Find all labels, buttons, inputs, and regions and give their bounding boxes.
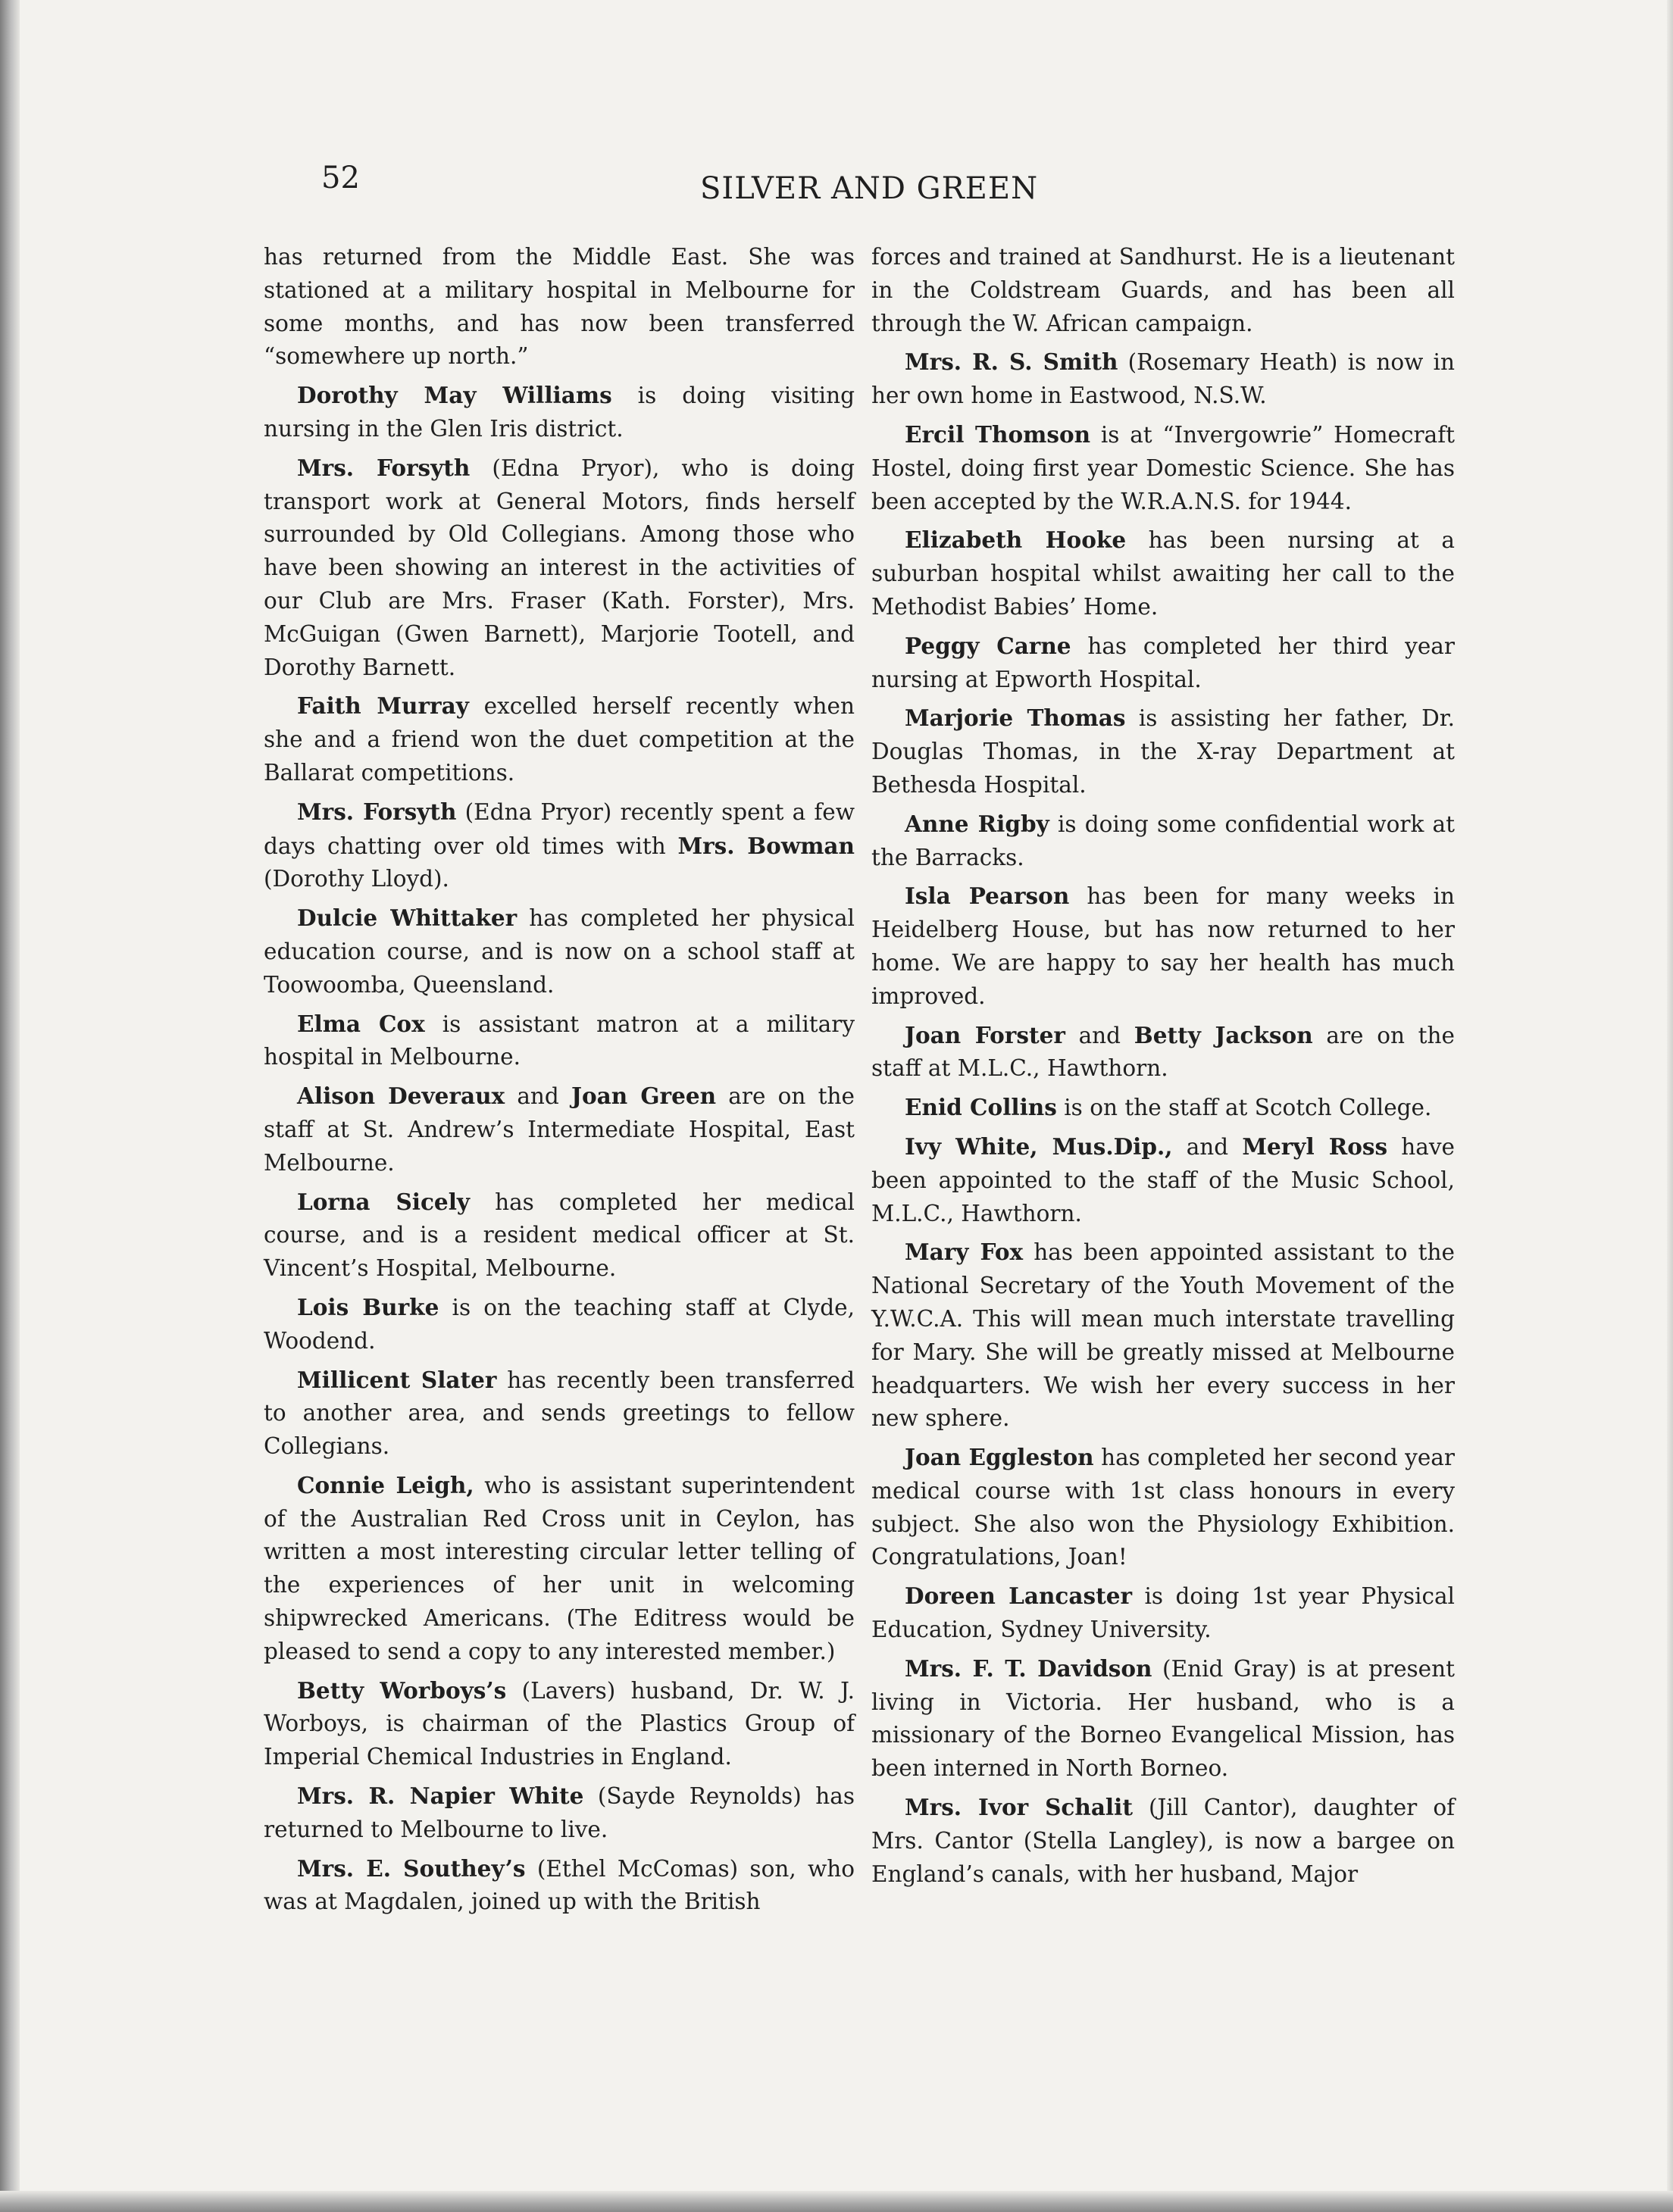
collegian-name: Dulcie Whittaker [297,904,518,932]
paragraph-text: and [1172,1133,1243,1160]
paragraph-text: has returned from the Middle East. She was stationed at a military hospital in Melbourne for some months, and has now been transferred “somewhere up north.” [264,244,855,370]
page-bottom-edge [0,2191,1673,2212]
collegian-name: Marjorie Thomas [905,705,1126,732]
collegian-name: Joan Green [571,1083,717,1110]
collegian-name: Ercil Thomson [905,420,1091,448]
paragraph-text: (Edna Pryor), who is doing transport work at General Motors, finds herself surrounded by Old Collegians. Among those who have been showing an interest in the activities of our Club are Mrs. Fraser (Kath. Forster), Mrs. McGuigan (Gwen Barnett), Marjorie Tootell, and Dorothy Barnett. [264,455,855,680]
paragraph-text: is doing visiting nursing in the Glen Iris district. [264,383,855,442]
left-column [264,241,855,1924]
news-paragraph [264,1674,855,1774]
news-paragraph [871,1130,1455,1230]
paragraph-text: excelled herself recently when she and a friend won the duet competition at the Ballarat competitions. [264,693,855,786]
paragraph-text: (Enid Gray) is at present living in Victoria. Her husband, who is a missionary of the Borneo Evangelical Mission, has been interned in North Borneo. [871,1655,1455,1782]
paragraph-text: has been appointed assistant to the National Secretary of the Youth Movement of the Y.W.C.A. This will mean much interstate travelling for Mary. She will be greatly missed at Melbourne headquarters. We wish her every success in her new sphere. [871,1239,1455,1432]
collegian-name: Enid Collins [905,1094,1057,1121]
paragraph-text: is doing 1st year Physical Education, Sydney University. [871,1583,1455,1643]
news-paragraph [871,523,1455,623]
collegian-name: Betty Worboys’s [297,1676,507,1704]
collegian-name: Lorna Sicely [297,1188,471,1215]
collegian-name: Doreen Lancaster [905,1582,1133,1610]
news-paragraph [871,808,1455,875]
collegian-name: Mrs. Forsyth [297,454,471,481]
page-number: 52 [321,161,360,195]
collegian-name: Mrs. Ivor Schalit [905,1794,1133,1821]
paragraph-text: (Ethel McComas) son, who was at Magdalen, joined up with the British [264,1855,855,1915]
news-paragraph [264,1079,855,1179]
news-paragraph [871,1091,1455,1125]
paragraph-text: is at “Invergowrie” Homecraft Hostel, doing first year Domestic Science. She has been accepted by the W.R.A.N.S. for 1944. [871,421,1456,514]
paragraph-text: (Rosemary Heath) is now in her own home in Eastwood, N.S.W. [871,349,1455,409]
news-paragraph [871,1652,1455,1786]
collegian-name: Mrs. F. T. Davidson [905,1654,1152,1682]
news-paragraph [871,418,1455,518]
news-paragraph [871,1579,1455,1647]
news-paragraph [871,701,1455,801]
collegian-name: Elma Cox [297,1010,425,1037]
paragraph-text: are on the staff at M.L.C., Hawthorn. [871,1022,1455,1082]
collegian-name: Anne Rigby [905,810,1049,837]
collegian-name: Connie Leigh, [297,1471,474,1498]
paragraph-text: is on the staff at Scotch College. [1056,1095,1432,1121]
news-paragraph [264,1852,855,1920]
news-paragraph [871,241,1455,340]
news-paragraph [871,1791,1455,1891]
collegian-name: Joan Forster [905,1021,1065,1048]
paragraph-text: is assistant matron at a military hospital in Melbourne. [264,1011,855,1070]
collegian-name: Peggy Carne [905,632,1071,659]
collegian-name: Elizabeth Hooke [905,526,1127,554]
paragraph-text: has been for many weeks in Heidelberg House, but has now returned to her home. We are happy to say her health has much improved. [871,883,1455,1009]
page-right-edge [1667,0,1673,2212]
paragraph-text: has recently been transferred to another area, and sends greetings to fellow Collegians. [264,1367,855,1460]
news-paragraph [264,901,855,1001]
news-paragraph [871,630,1455,697]
news-paragraph [264,241,855,373]
news-paragraph [264,1291,855,1358]
news-paragraph [871,1236,1455,1436]
collegian-name: Mary Fox [905,1239,1024,1266]
news-paragraph [871,879,1455,1013]
collegian-name: Joan Eggleston [905,1444,1094,1471]
paragraph-text: (Edna Pryor) recently spent a few days chatting over old times with [264,798,855,859]
collegian-name: Mrs. Forsyth [297,798,457,825]
paragraph-text: (Lavers) husband, Dr. W. J. Worboys, is chairman of the Plastics Group of Imperial Chemical Industries in England. [264,1677,855,1770]
paragraph-text: are on the staff at St. Andrew’s Intermediate Hospital, East Melbourne. [264,1083,855,1176]
news-paragraph [264,795,855,896]
collegian-name: Isla Pearson [905,883,1070,910]
paragraph-text: has completed her third year nursing at Epworth Hospital. [871,633,1455,692]
collegian-name: Lois Burke [297,1293,439,1320]
paragraph-text: (Jill Cantor), daughter of Mrs. Cantor (Stella Langley), is now a bargee on England’s canals, with her husband, Major [871,1795,1455,1887]
collegian-name: Millicent Slater [297,1366,497,1393]
collegian-name: Mrs. R. Napier White [297,1782,584,1810]
collegian-name: Mrs. E. Southey’s [297,1854,526,1882]
collegian-name: Dorothy May Williams [297,382,612,409]
news-paragraph [264,689,855,789]
paragraph-text: have been appointed to the staff of the Music School, M.L.C., Hawthorn. [871,1133,1455,1226]
collegian-name: Mrs. R. S. Smith [905,348,1118,376]
collegian-name: Meryl Ross [1242,1133,1388,1160]
news-paragraph [871,1441,1455,1574]
collegian-name: Mrs. Bowman [677,832,855,859]
collegian-name: Betty Jackson [1134,1021,1313,1048]
book-spine-shadow [0,0,20,2212]
paragraph-text: (Dorothy Lloyd). [264,866,449,892]
news-paragraph [264,1364,855,1464]
news-paragraph [264,451,855,685]
right-column [871,241,1455,1896]
paragraph-text: has completed her second year medical course with 1st class honours in every subject. She also won the Physiology Exhibition. Congratulations, Joan! [871,1445,1455,1570]
running-title: SILVER AND GREEN [700,171,1039,206]
paragraph-text: and [1065,1022,1134,1048]
news-paragraph [264,1469,855,1669]
paragraph-text: has been nursing at a suburban hospital whilst awaiting her call to the Methodist Babies’ Home. [871,527,1455,620]
collegian-name: Ivy White, Mus.Dip., [905,1133,1173,1160]
news-paragraph [871,345,1455,413]
paragraph-text: is on the teaching staff at Clyde, Woodend. [264,1294,855,1354]
collegian-name: Alison Deveraux [297,1083,505,1110]
news-paragraph [264,1779,855,1847]
news-paragraph [264,1186,855,1286]
paragraph-text: is doing some confidential work at the Barracks. [871,811,1455,870]
paragraph-text: who is assistant superintendent of the Australian Red Cross unit in Ceylon, has written a most interesting circular letter telling of the experiences of her unit in welcoming shipwrecked Americans. (The Editress would be pleased to send a copy to any interested member.) [264,1472,855,1664]
paragraph-text: forces and trained at Sandhurst. He is a lieutenant in the Coldstream Guards, and has been all through the W. African campaign. [871,244,1455,336]
paragraph-text: has completed her medical course, and is a resident medical officer at St. Vincent’s Hospital, Melbourne. [264,1189,855,1282]
paragraph-text: and [505,1083,572,1110]
paragraph-text: (Sayde Reynolds) has returned to Melbourne to live. [264,1783,855,1842]
news-paragraph [871,1019,1455,1086]
paragraph-text: is assisting her father, Dr. Douglas Thomas, in the X-ray Department at Bethesda Hospital. [871,705,1456,798]
news-paragraph [264,1008,855,1075]
paragraph-text: has completed her physical education course, and is now on a school staff at Toowoomba, Queensland. [264,905,855,998]
collegian-name: Faith Murray [297,692,469,720]
news-paragraph [264,379,855,446]
